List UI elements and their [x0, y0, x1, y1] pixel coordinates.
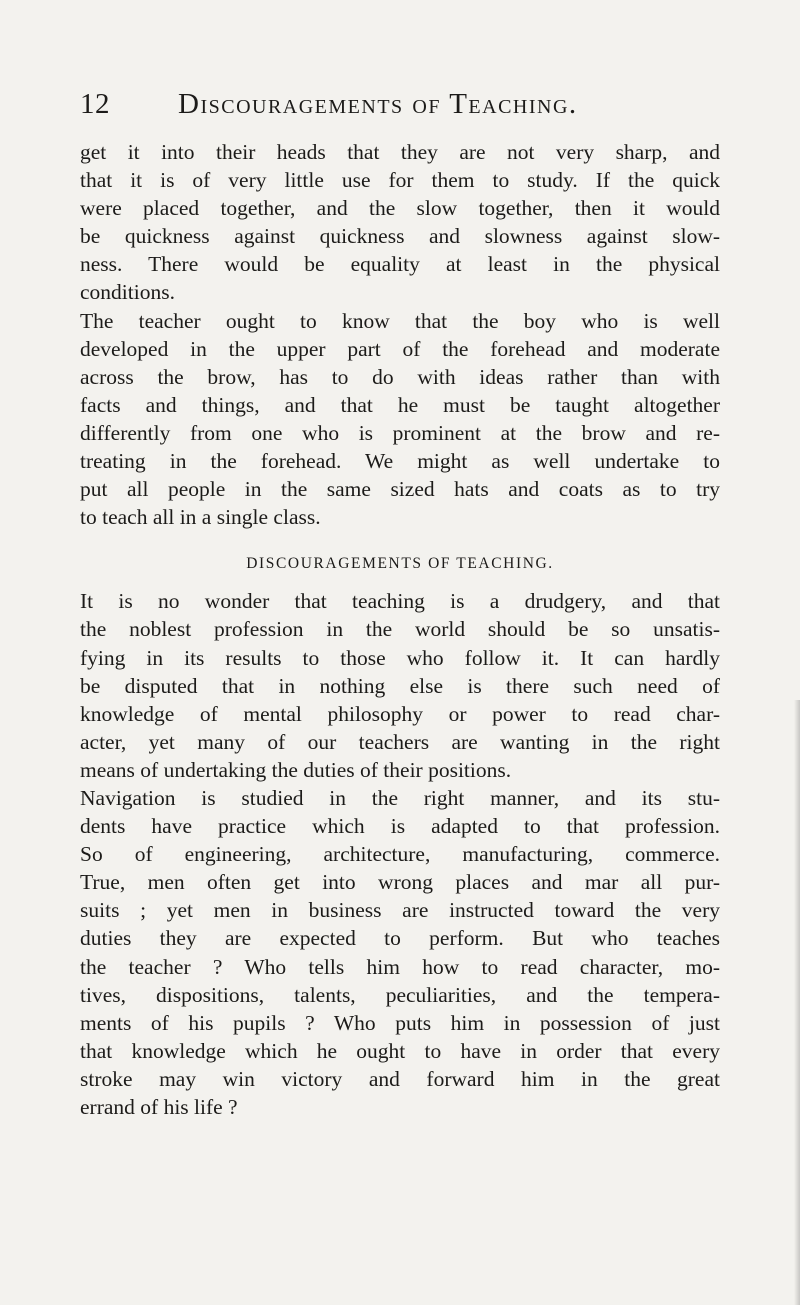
text-line: ness. There would be equality at least in the physical	[80, 252, 720, 277]
text-line: that knowledge which he ought to have in order that every	[80, 1038, 720, 1063]
text-line: fying in its results to those who follow it. It can hardly	[80, 645, 720, 670]
text-line: be disputed that in nothing else is there such need of	[80, 673, 720, 698]
section-heading: DISCOURAGEMENTS OF TEACHING.	[246, 555, 554, 573]
text-line: get it into their heads that they are not very sharp, and	[80, 140, 720, 164]
text-line: knowledge of mental philosophy or power to read char-	[80, 701, 720, 726]
text-line: suits ; yet men in business are instructed toward the very	[80, 898, 720, 923]
page-edge-shadow	[794, 700, 800, 1305]
text-line: developed in the upper part of the forehead and moderate	[80, 336, 720, 361]
text-line: across the brow, has to do with ideas rather than with	[80, 364, 720, 389]
text-line: that it is of very little use for them to study. If the quick	[80, 168, 720, 193]
text-line: tives, dispositions, talents, peculiarities, and the tempera-	[80, 982, 720, 1007]
text-line: the noblest profession in the world should be so unsatis-	[80, 617, 720, 642]
text-line: It is no wonder that teaching is a drudgery, and that	[80, 589, 720, 614]
paragraph-1	[80, 138, 720, 307]
paragraph-4	[80, 784, 720, 1121]
text-line: treating in the forehead. We might as well undertake to	[80, 449, 720, 474]
text-line: to teach all in a single class.	[80, 505, 321, 530]
text-line: duties they are expected to perform. But who teaches	[80, 926, 720, 951]
page-number: 12	[80, 88, 110, 120]
text-line: were placed together, and the slow together, then it would	[80, 196, 720, 221]
text-line: So of engineering, architecture, manufacturing, commerce.	[80, 842, 720, 867]
text-line: ments of his pupils ? Who puts him in possession of just	[80, 1010, 720, 1035]
text-line: differently from one who is prominent at the brow and re-	[80, 420, 720, 445]
text-line: be quickness against quickness and slowness against slow-	[80, 224, 720, 249]
page-header	[80, 88, 720, 128]
text-line: Navigation is studied in the right manner, and its stu-	[80, 785, 720, 810]
text-line: True, men often get into wrong places and mar all pur-	[80, 870, 720, 895]
text-line: The teacher ought to know that the boy who is well	[80, 308, 720, 333]
text-line: facts and things, and that he must be taught altogether	[80, 392, 720, 417]
text-line: the teacher ? Who tells him how to read character, mo-	[80, 954, 720, 979]
text-line: stroke may win victory and forward him in the great	[80, 1066, 720, 1091]
text-line: acter, yet many of our teachers are wanting in the right	[80, 729, 720, 754]
text-line: put all people in the same sized hats and coats as to try	[80, 477, 720, 502]
text-line: dents have practice which is adapted to that profession.	[80, 814, 720, 839]
body-text	[80, 138, 720, 1121]
text-line: conditions.	[80, 280, 175, 305]
running-title: Discouragements of Teaching.	[178, 88, 578, 120]
paragraph-3	[80, 587, 720, 784]
paragraph-2	[80, 307, 720, 532]
text-line: errand of his life ?	[80, 1095, 238, 1119]
text-line: means of undertaking the duties of their positions.	[80, 757, 512, 782]
